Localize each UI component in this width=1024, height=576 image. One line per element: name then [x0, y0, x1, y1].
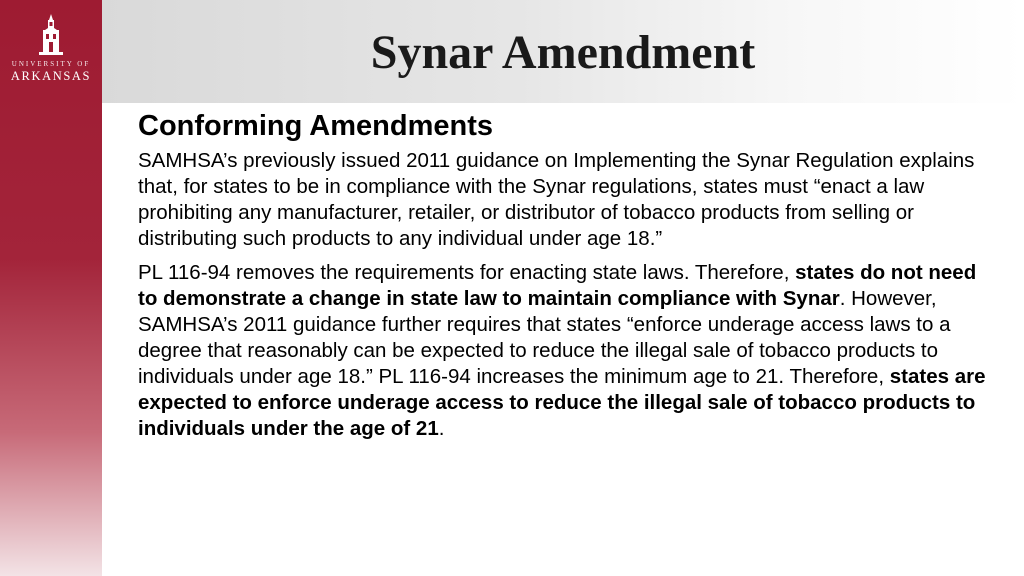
logo-line-arkansas: ARKANSAS [10, 69, 92, 83]
sidebar-band [0, 0, 102, 576]
old-main-building-icon [37, 14, 65, 56]
university-logo [0, 14, 102, 84]
para2-text-1: PL 116-94 removes the requirements for enacting state laws. Therefore, [138, 261, 796, 284]
para2-bold-1: states do not need to demonstrate a change in state law to maintain compliance with Synar [138, 261, 977, 310]
para2-text-3: . [438, 417, 445, 440]
para2-bold-2: states are expected to enforce underage access to reduce the illegal sale of tobacco products to individuals under the age of 21 [138, 365, 986, 440]
para2-text-2: . However, SAMHSA’s 2011 guidance further requires that states “enforce underage access laws to a degree that reasonably can be expected to reduce the illegal sale of tobacco products to individuals under age 18.” PL 116-94 increases the minimum age to 21. Therefore, [138, 287, 951, 388]
slide-subtitle: Conforming Amendments [138, 110, 493, 142]
slide-title: Synar Amendment [370, 26, 756, 79]
logo-line-university: UNIVERSITY OF [11, 60, 91, 68]
paragraph-pl-116-94 [138, 260, 994, 442]
slide-body [138, 108, 994, 450]
title-bar [102, 0, 1024, 103]
paragraph-guidance: SAMHSA’s previously issued 2011 guidance on Implementing the Synar Regulation explains that, for states to be in compliance with the Synar regulations, states must “enact a law prohibiting any manufacturer, retailer, or distributor of tobacco products from selling or distributing such products to any individual under age 18.” [138, 149, 975, 250]
